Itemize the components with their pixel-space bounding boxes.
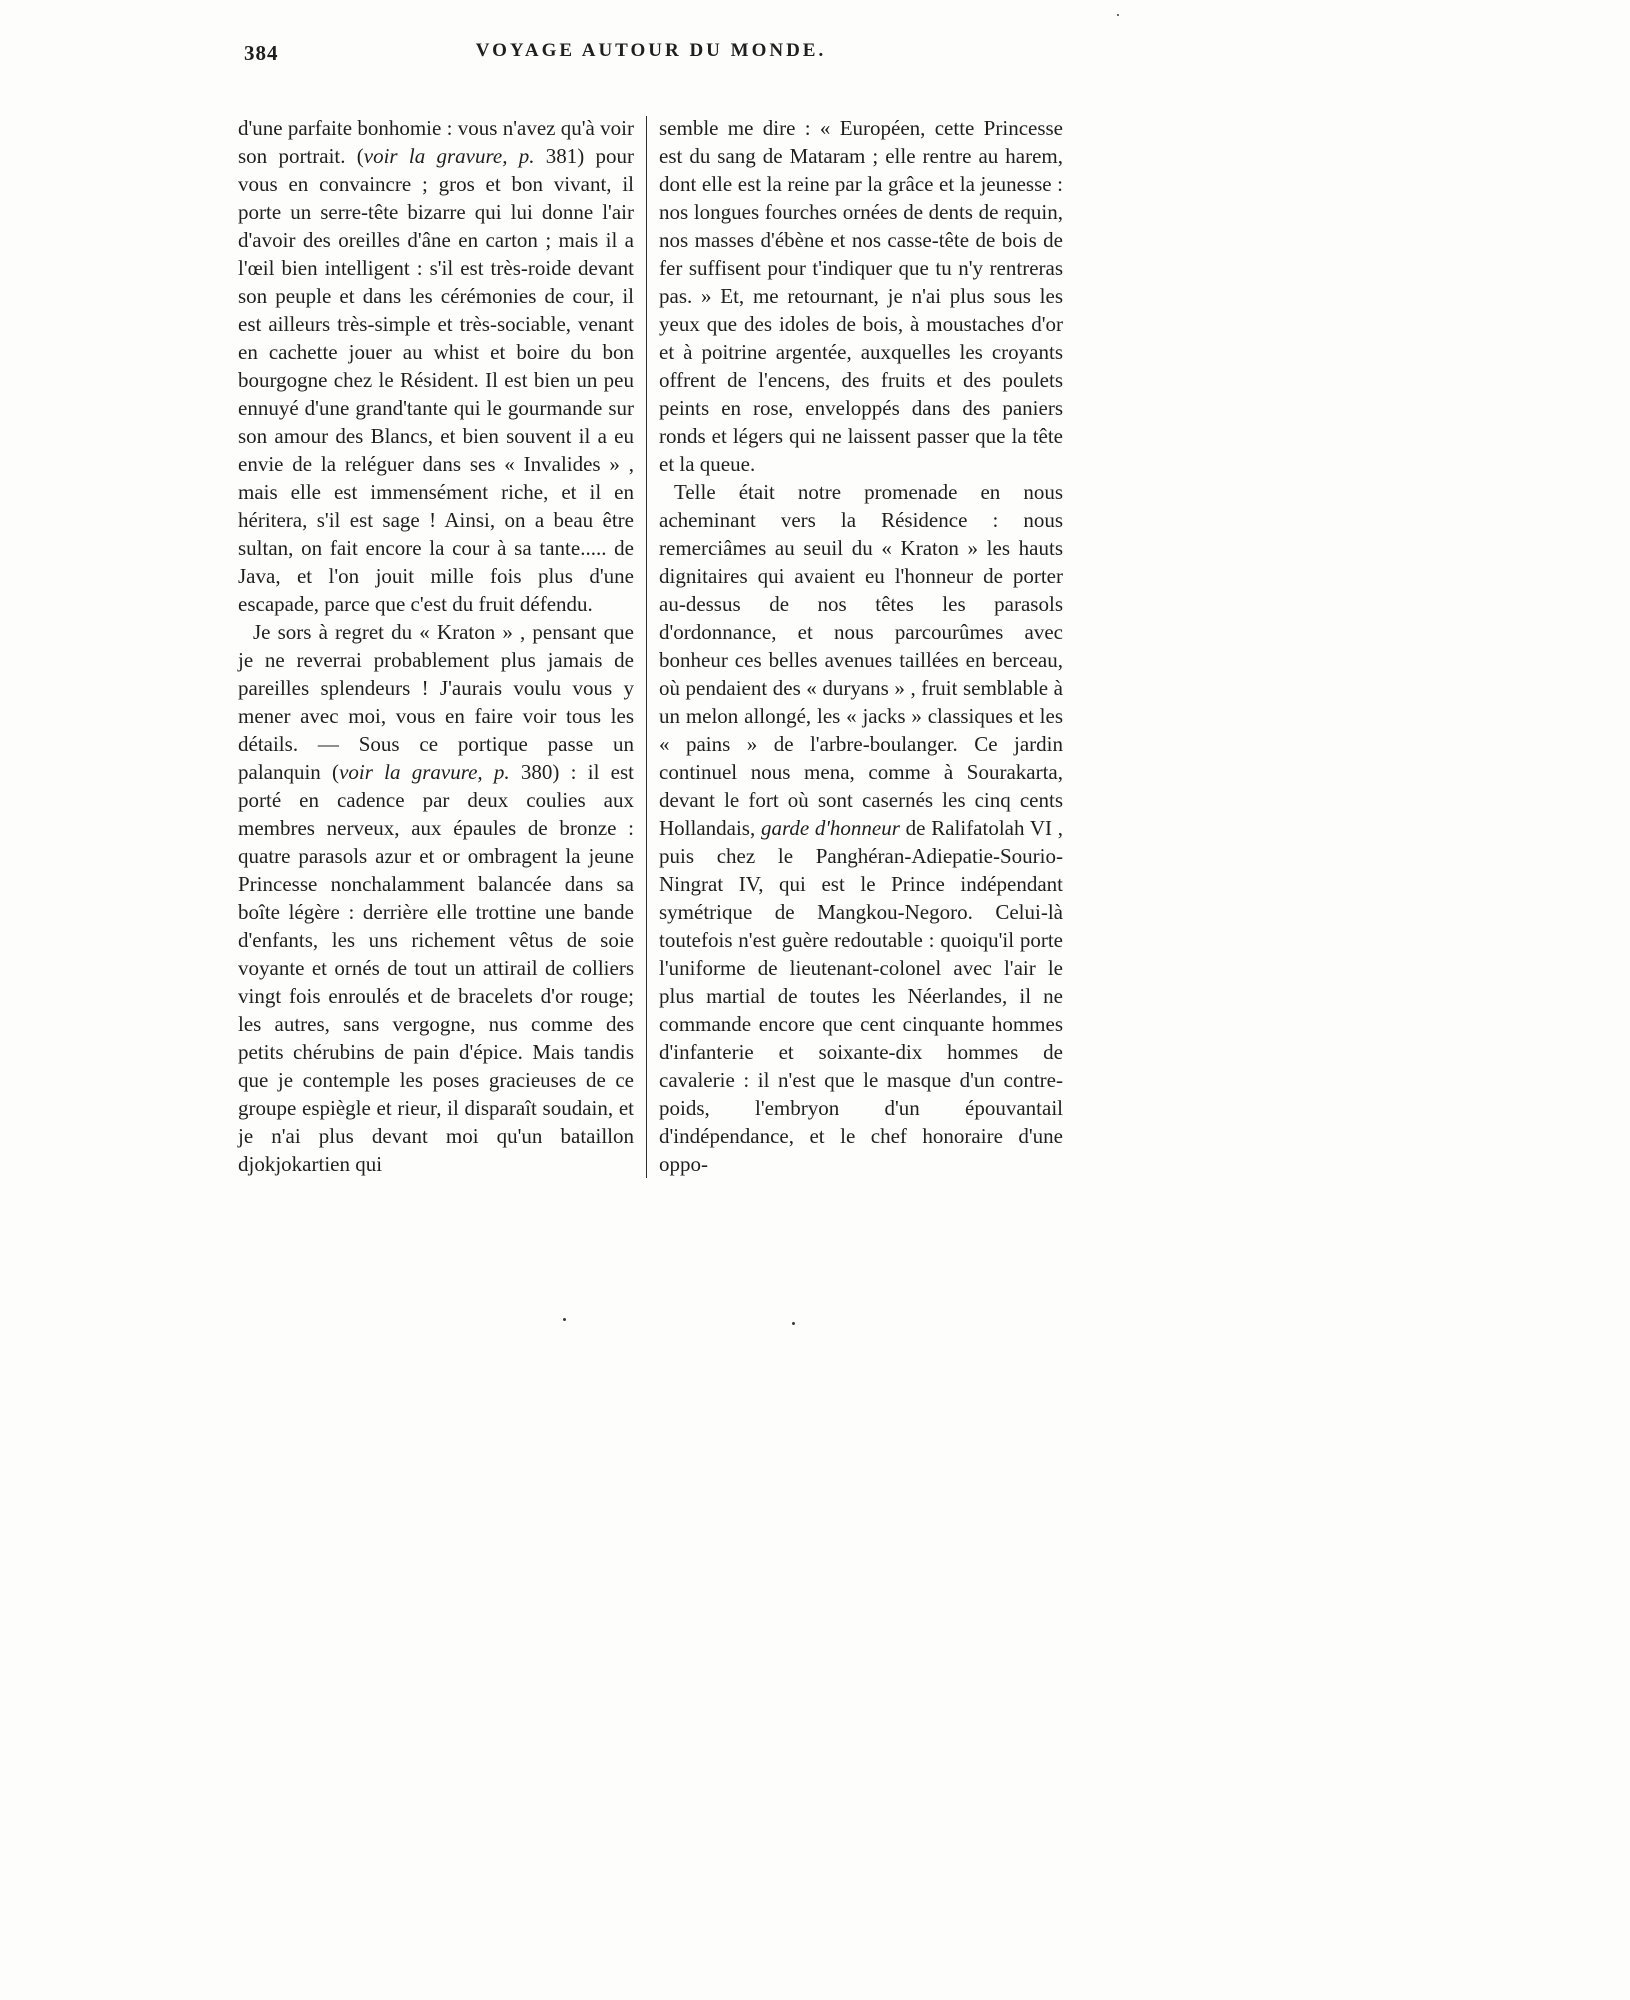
paragraph-text: de Ralifatolah VI , puis chez le Panghéran-Adiepatie-Sourio-Ningrat IV, qui est le Prince indépendant symétrique de Mangkou-Negoro. Celui-là toutefois n'est guère redoutable : quoiqu'il porte l'uniforme de lieutenant-colonel avec l'air le plus martial de toutes les Néerlandes, il ne commande encore que cent cinquante hommes d'infanterie et soixante-dix hommes de cavalerie : il n'est que le masque d'un contre-poids, l'embryon d'un épouvantail d'indépendance, et le chef honoraire d'une oppo-	[659, 816, 1063, 1176]
text-columns	[238, 114, 1064, 1178]
paragraph-text: d'une parfaite bonhomie : vous n'avez qu'à voir son portrait. (	[238, 116, 634, 168]
paragraph	[238, 618, 634, 1178]
scan-speck	[1117, 14, 1119, 16]
text-column-left	[238, 114, 634, 1178]
page-number: 384	[244, 41, 279, 65]
scan-speck	[792, 1322, 795, 1325]
italic-citation: voir la gravure, p.	[339, 760, 510, 784]
page-header	[238, 40, 1064, 68]
paragraph-text: 381) pour vous en convaincre ; gros et bon vivant, il porte un serre-tête bizarre qui lui donne l'air d'avoir des oreilles d'âne en carton ; mais il a l'œil bien intelligent : s'il est très-roide devant son peuple et dans les cérémonies de cour, il est ailleurs très-simple et très-sociable, venant en cachette jouer au whist et boire du bon bourgogne chez le Résident. Il est bien un peu ennuyé d'une grand'tante qui le gourmande sur son amour des Blancs, et bien souvent il a eu envie de la reléguer dans ses « Invalides » , mais elle est immensément riche, et il en héritera, s'il est sage ! Ainsi, on a beau être sultan, on fait encore la cour à sa tante..... de Java, et l'on jouit mille fois plus d'une escapade, parce que c'est du fruit défendu.	[238, 144, 634, 616]
italic-phrase: garde d'honneur	[760, 816, 900, 840]
paragraph	[238, 114, 634, 618]
running-title: VOYAGE AUTOUR DU MONDE.	[475, 40, 827, 61]
paragraph-text: 380) : il est porté en cadence par deux coulies aux membres nerveux, aux épaules de bronze : quatre parasols azur et or ombragent la jeune Princesse nonchalamment balancée dans sa boîte légère : derrière elle trottine une bande d'enfants, les uns richement vêtus de soie voyante et ornés de tout un attirail de colliers vingt fois enroulés et de bracelets d'or rouge; les autres, sans vergogne, nus comme des petits chérubins de pain d'épice. Mais tandis que je contemple les poses gracieuses de ce groupe espiègle et rieur, il disparaît soudain, et je n'ai plus devant moi qu'un bataillon djokjokartien qui	[238, 760, 635, 1176]
paragraph-text: Telle était notre promenade en nous acheminant vers la Résidence : nous remerciâmes au seuil du « Kraton » les hauts dignitaires qui avaient eu l'honneur de porter au-dessus de nos têtes les parasols d'ordonnance, et nous parcourûmes avec bonheur ces belles avenues taillées en berceau, où pendaient des « duryans » , fruit semblable à un melon allongé, les « jacks » classiques et les « pains » de l'arbre-boulanger. Ce jardin continuel nous mena, comme à Sourakarta, devant le fort où sont casernés les cinq cents Hollandais,	[659, 480, 1063, 840]
paragraph	[659, 478, 1063, 1178]
paragraph-text: semble me dire : « Européen, cette Princesse est du sang de Mataram ; elle rentre au harem, dont elle est la reine par la grâce et la jeunesse : nos longues fourches ornées de dents de requin, nos masses d'ébène et nos casse-tête de bois de fer suffisent pour t'indiquer que tu n'y rentreras pas. » Et, me retournant, je n'ai plus sous les yeux que des idoles de bois, à moustaches d'or et à poitrine argentée, auxquelles les croyants offrent de l'encens, des fruits et des poulets peints en rose, enveloppés dans des paniers ronds et légers qui ne laissent passer que la tête et la queue.	[659, 116, 1063, 476]
column-divider	[646, 116, 647, 1178]
italic-citation: voir la gravure, p.	[363, 144, 535, 168]
page-content	[238, 40, 1064, 1178]
paragraph	[659, 114, 1063, 478]
paragraph-text: Je sors à regret du « Kraton » , pensant que je ne reverrai probablement plus jamais de pareilles splendeurs ! J'aurais voulu vous y mener avec moi, vous en faire voir tous les détails. — Sous ce portique passe un palanquin (	[238, 620, 634, 784]
scan-speck	[563, 1318, 566, 1321]
text-column-right	[659, 114, 1063, 1178]
